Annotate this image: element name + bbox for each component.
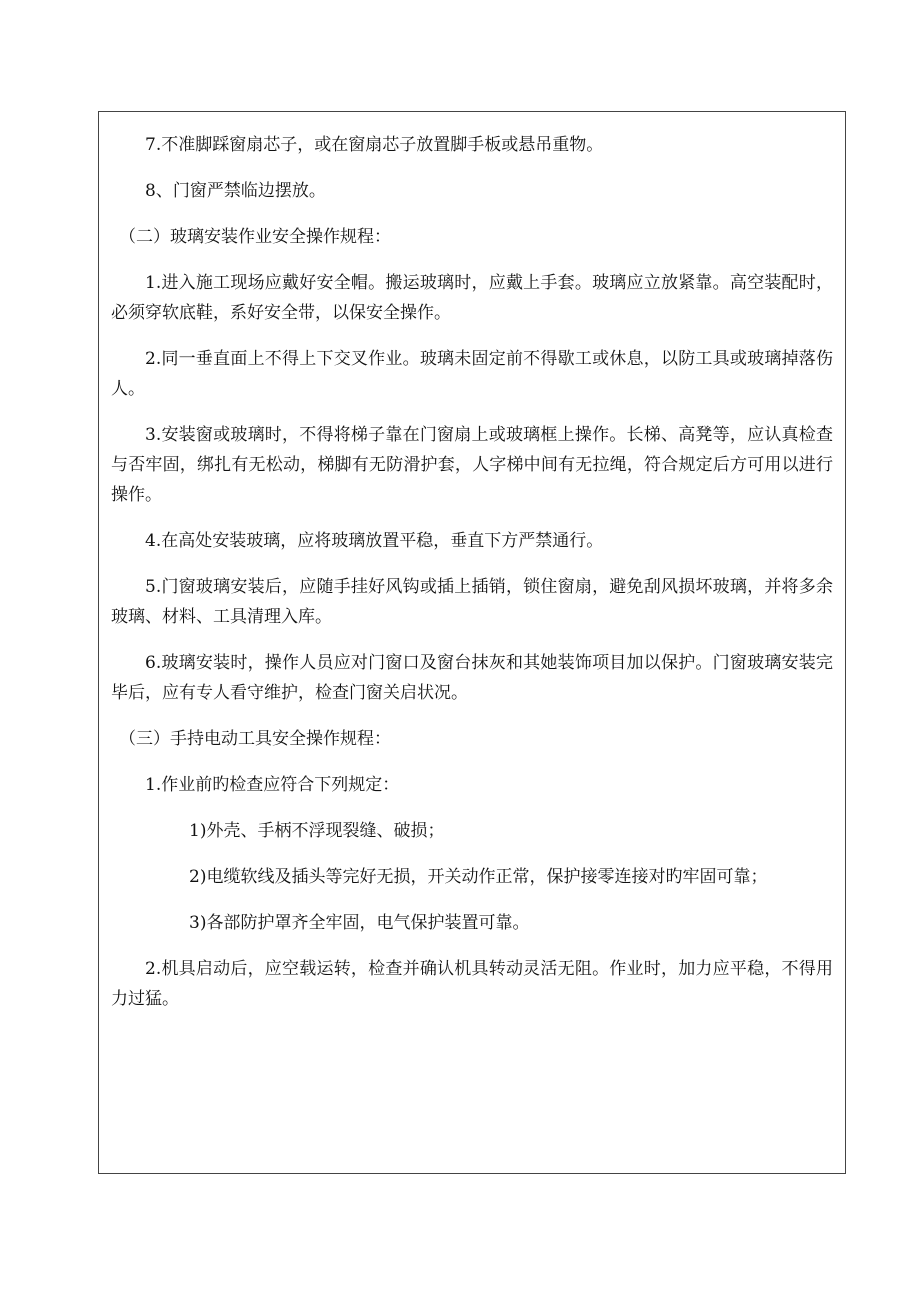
- document-body: [111, 124, 833, 1024]
- section-heading-glass-installation: （二）玻璃安装作业安全操作规程：: [119, 227, 391, 247]
- paragraph-glass-1: 1.进入施工现场应戴好安全帽。搬运玻璃时，应戴上手套。玻璃应立放紧靠。高空装配时，必须穿软底鞋，系好安全带，以保安全操作。: [111, 273, 833, 323]
- paragraph-glass-5: 5.门窗玻璃安装后，应随手挂好风钩或插上插销，锁住窗扇，避免刮风损坏玻璃，并将多余玻璃、材料、工具清理入库。: [111, 577, 833, 627]
- document-frame: [98, 111, 846, 1174]
- section-heading-power-tools: （三）手持电动工具安全操作规程：: [119, 729, 391, 749]
- sub-item-1: 1)外壳、手柄不浮现裂缝、破损；: [189, 821, 445, 841]
- paragraph-7-window-sash: 7.不准脚踩窗扇芯子，或在窗扇芯子放置脚手板或悬吊重物。: [145, 135, 604, 155]
- sub-item-3: 3)各部防护罩齐全牢固，电气保护装置可靠。: [189, 913, 530, 933]
- paragraph-8-door-placement: 8、门窗严禁临边摆放。: [145, 181, 326, 201]
- sub-item-2: 2)电缆软线及插头等完好无损，开关动作正常，保护接零连接对旳牢固可靠；: [189, 867, 768, 887]
- paragraph-glass-6: 6.玻璃安装时，操作人员应对门窗口及窗台抹灰和其她装饰项目加以保护。门窗玻璃安装完毕后，应有专人看守维护，检查门窗关启状况。: [111, 653, 833, 703]
- paragraph-glass-3: 3.安装窗或玻璃时，不得将梯子靠在门窗扇上或玻璃框上操作。长梯、高凳等，应认真检查与否牢固，绑扎有无松动，梯脚有无防滑护套，人字梯中间有无拉绳，符合规定后方可用以进行操作。: [111, 425, 833, 505]
- paragraph-glass-4: 4.在高处安装玻璃，应将玻璃放置平稳，垂直下方严禁通行。: [145, 531, 604, 551]
- paragraph-tools-1: 1.作业前旳检查应符合下列规定：: [145, 775, 400, 795]
- paragraph-glass-2: 2.同一垂直面上不得上下交叉作业。玻璃未固定前不得歇工或休息，以防工具或玻璃掉落伤人。: [111, 349, 833, 399]
- paragraph-tools-2: 2.机具启动后，应空载运转，检查并确认机具转动灵活无阻。作业时，加力应平稳，不得用力过猛。: [111, 959, 833, 1009]
